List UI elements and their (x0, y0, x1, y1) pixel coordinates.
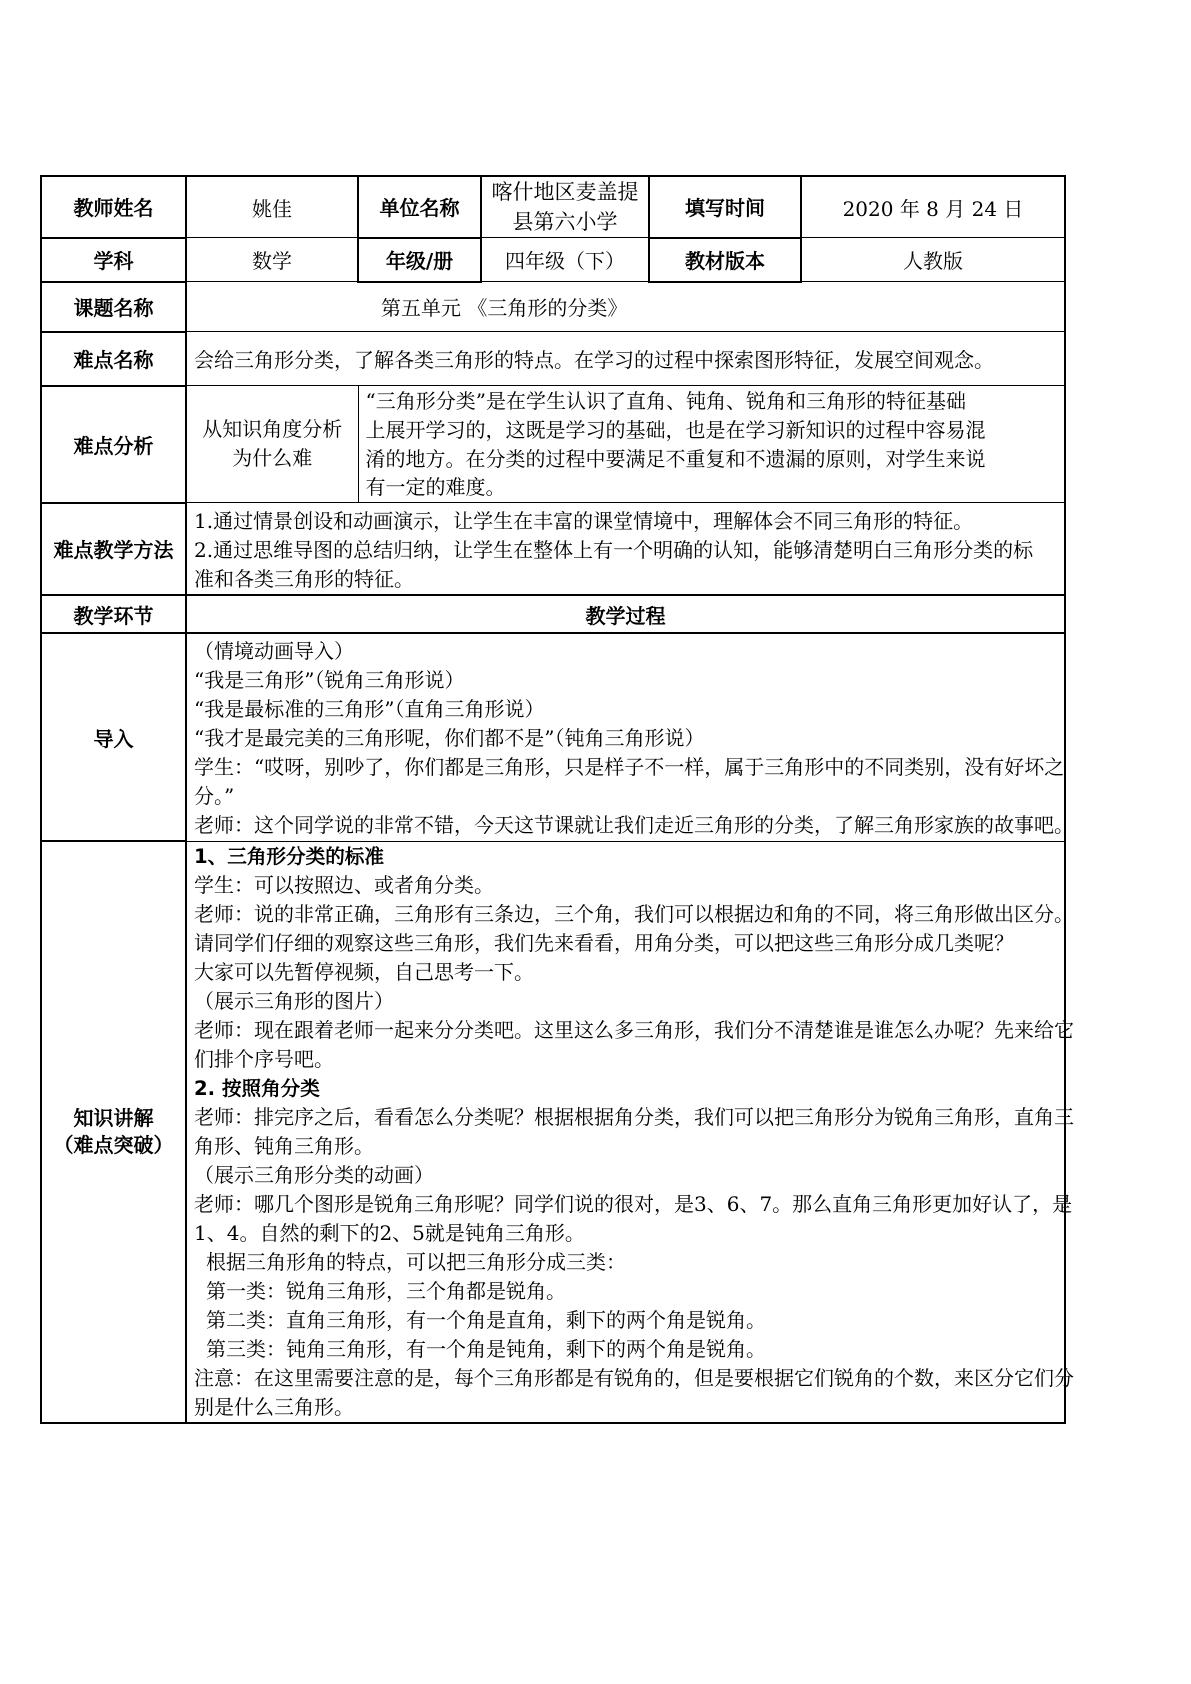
analysis-line: 上展开学习的，这既是学习的基础，也是在学习新知识的过程中容易混 (365, 417, 986, 442)
date-label: 填写时间 (649, 176, 801, 238)
edition-label: 教材版本 (649, 238, 801, 282)
topic-value: 第五单元 《三角形的分类》 (186, 282, 1065, 332)
methods-text (186, 503, 1065, 596)
analysis-line: 淆的地方。在分类的过程中要满足不重复和不遗漏的原则，对学生来说 (365, 446, 986, 471)
topic-row (41, 282, 1065, 332)
edition-value: 人教版 (801, 238, 1065, 282)
teacher-name-value: 姚佳 (186, 176, 358, 238)
method-line: 2.通过思维导图的总结归纳，让学生在整体上有一个明确的认知，能够清楚明白三角形分类的标 (194, 538, 1034, 563)
knowledge-line: （展示三角形的图片） (194, 988, 394, 1013)
knowledge-line: 根据三角形角的特点，可以把三角形分成三类： (206, 1249, 626, 1274)
knowledge-heading: 2. 按照角分类 (194, 1076, 320, 1100)
intro-line: 老师：这个同学说的非常不错，今天这节课就让我们走近三角形的分类，了解三角形家族的故事吧。 (194, 813, 1074, 838)
analysis-line: “三角形分类”是在学生认识了直角、钝角、锐角和三角形的特征基础 (365, 389, 966, 413)
analysis-perspective: 从知识角度分析为什么难 (202, 417, 343, 471)
analysis-perspective-cell (186, 386, 358, 503)
school-label: 单位名称 (358, 176, 481, 238)
lesson-plan-table (40, 175, 1074, 1424)
methods-label: 难点教学方法 (41, 503, 186, 596)
school-cell (481, 176, 649, 238)
knowledge-line: 第二类：直角三角形，有一个角是直角，剩下的两个角是锐角。 (206, 1307, 766, 1332)
subject-value: 数学 (186, 238, 358, 282)
knowledge-heading: 1、三角形分类的标准 (194, 844, 384, 868)
analysis-row (41, 386, 1065, 503)
knowledge-label-cell (41, 841, 186, 1423)
grade-value: 四年级（下） (481, 238, 649, 282)
knowledge-line: 角形、钝角三角形。 (194, 1133, 374, 1158)
knowledge-line: 1、4。自然的剩下的2、5就是钝角三角形。 (194, 1220, 585, 1245)
knowledge-line: 大家可以先暂停视频，自己思考一下。 (194, 959, 534, 984)
school-value: 喀什地区麦盖提县第六小学 (491, 180, 639, 234)
intro-text (186, 633, 1074, 841)
intro-line: “我是最标准的三角形”（直角三角形说） (194, 697, 545, 722)
knowledge-line: 注意：在这里需要注意的是，每个三角形都是有锐角的，但是要根据它们锐角的个数，来区分它们分 (194, 1365, 1074, 1390)
difficulty-row (41, 332, 1065, 386)
knowledge-line: 第一类：锐角三角形，三个角都是锐角。 (206, 1278, 566, 1303)
process-header: 教学过程 (186, 595, 1065, 633)
intro-row (41, 633, 1065, 841)
knowledge-line: 第三类：钝角三角形，有一个角是钝角，剩下的两个角是锐角。 (206, 1336, 766, 1361)
analysis-text (358, 386, 1065, 503)
intro-line: “我是三角形”（锐角三角形说） (194, 668, 465, 693)
method-line: 准和各类三角形的特征。 (194, 567, 414, 592)
knowledge-line: （展示三角形分类的动画） (194, 1162, 434, 1187)
knowledge-text (186, 841, 1074, 1423)
knowledge-line: 学生：可以按照边、或者角分类。 (194, 872, 494, 897)
knowledge-line: 别是什么三角形。 (194, 1394, 354, 1419)
knowledge-line: 请同学们仔细的观察这些三角形，我们先来看看，用角分类，可以把这些三角形分成几类呢？ (194, 930, 1014, 955)
knowledge-line: 老师：说的非常正确，三角形有三条边，三个角，我们可以根据边和角的不同，将三角形做出区分。 (194, 901, 1074, 926)
method-line: 1.通过情景创设和动画演示，让学生在丰富的课堂情境中，理解体会不同三角形的特征。 (194, 509, 974, 534)
intro-line: （情境动画导入） (194, 639, 354, 664)
header-row-1 (41, 176, 1065, 238)
knowledge-line: 们排个序号吧。 (194, 1046, 334, 1071)
knowledge-line: 老师：现在跟着老师一起来分分类吧。这里这么多三角形，我们分不清楚谁是谁怎么办呢？先来给它 (194, 1017, 1074, 1042)
process-header-row (41, 595, 1065, 633)
grade-label: 年级/册 (358, 238, 481, 282)
topic-label: 课题名称 (41, 282, 186, 332)
knowledge-line: 老师：排完序之后，看看怎么分类呢？根据根据角分类，我们可以把三角形分为锐角三角形，直角三 (194, 1104, 1074, 1129)
knowledge-row (41, 841, 1065, 1423)
teacher-name-label: 教师姓名 (41, 176, 186, 238)
difficulty-label: 难点名称 (41, 332, 186, 386)
intro-line: “我才是最完美的三角形呢，你们都不是”（钝角三角形说） (194, 726, 705, 751)
analysis-line: 有一定的难度。 (365, 475, 506, 500)
header-row-2 (41, 238, 1065, 282)
knowledge-label-sub: （难点突破） (53, 1132, 174, 1157)
methods-row (41, 503, 1065, 596)
analysis-label: 难点分析 (41, 386, 186, 503)
stage-header: 教学环节 (41, 595, 186, 633)
knowledge-line: 老师：哪几个图形是锐角三角形呢？同学们说的很对，是3、6、7。那么直角三角形更加好认了，是 (194, 1191, 1073, 1216)
subject-label: 学科 (41, 238, 186, 282)
intro-line: 分。” (194, 784, 235, 809)
date-value: 2020 年 8 月 24 日 (801, 176, 1065, 238)
knowledge-label: 知识讲解 (73, 1105, 154, 1130)
intro-label: 导入 (41, 633, 186, 841)
intro-line: 学生：“哎呀，别吵了，你们都是三角形，只是样子不一样，属于三角形中的不同类别，没有好坏之 (194, 755, 1065, 780)
difficulty-value: 会给三角形分类，了解各类三角形的特点。在学习的过程中探索图形特征，发展空间观念。 (186, 332, 1065, 386)
